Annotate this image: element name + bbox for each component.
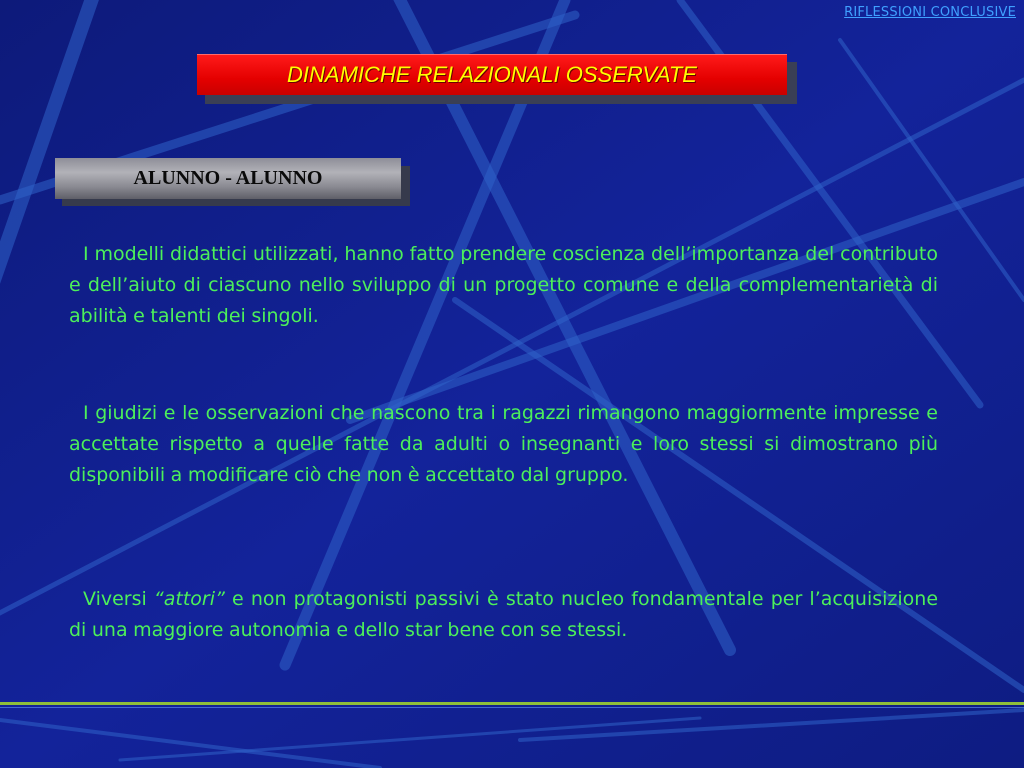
- subtitle-banner: [55, 158, 401, 199]
- slide-title: DINAMICHE RELAZIONALI OSSERVATE: [287, 62, 697, 87]
- paragraph-3: [69, 584, 938, 646]
- bottom-rule-thin: [0, 707, 1024, 708]
- paragraph-3-text-after: e non protagonisti passivi è stato nucleo fondamentale per l’acquisizione di una maggiore autonomia e dello star bene con se stessi.: [69, 588, 939, 641]
- paragraph-3-emphasis: “attori”: [153, 588, 225, 610]
- riflessioni-conclusive-link[interactable]: RIFLESSIONI CONCLUSIVE: [844, 5, 1016, 20]
- paragraph-1-text: I modelli didattici utilizzati, hanno fatto prendere coscienza dell’importanza del contributo e dell’aiuto di ciascuno nello sviluppo di un progetto comune e della complementarietà di abilità e talenti dei singoli.: [69, 243, 938, 327]
- paragraph-3-text-before: Viversi: [83, 588, 154, 610]
- bottom-rule: [0, 702, 1024, 705]
- paragraph-1: [69, 239, 938, 332]
- paragraph-2-text: I giudizi e le osservazioni che nascono tra i ragazzi rimangono maggiormente impresse e accettate rispetto a quelle fatte da adulti o insegnanti e loro stessi si dimostrano più disponibili a modificare ciò che non è accettato dal gruppo.: [69, 402, 938, 486]
- paragraph-2: [69, 398, 938, 491]
- slide-subtitle: ALUNNO - ALUNNO: [133, 167, 323, 189]
- title-banner: [197, 54, 787, 95]
